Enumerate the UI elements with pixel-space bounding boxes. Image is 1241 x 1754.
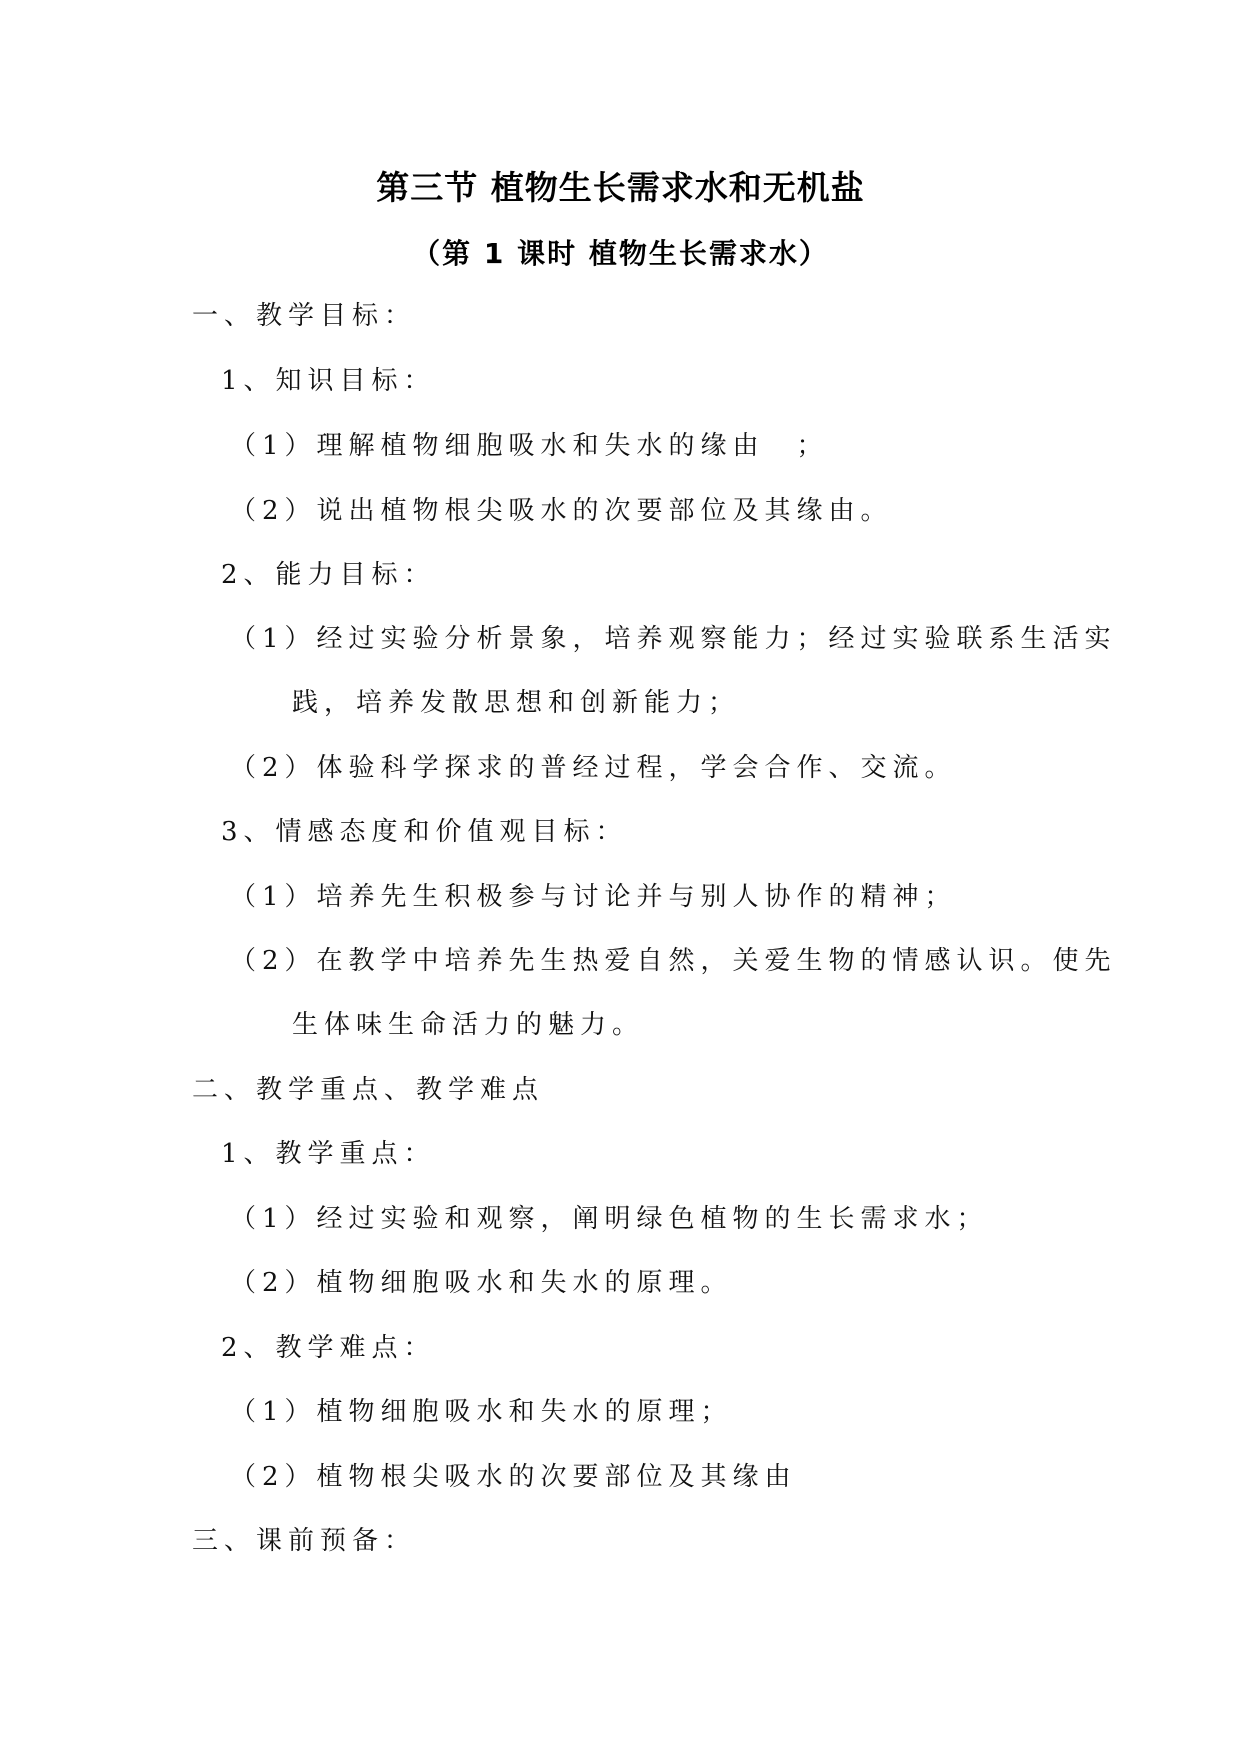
subheading-ability: 2、能力目标： — [221, 560, 436, 590]
list-item: （2）体验科学探求的普经过程，学会合作、交流。 — [230, 753, 957, 783]
section-heading-preparation: 三、课前预备： — [192, 1526, 417, 1556]
document-title: 第三节 植物生长需求水和无机盐 — [376, 168, 865, 207]
subheading-knowledge: 1、知识目标： — [221, 366, 436, 396]
list-item: （2）植物细胞吸水和失水的原理。 — [230, 1268, 733, 1298]
section-heading-objectives: 一、教学目标： — [192, 301, 417, 331]
list-item-continuation: 践，培养发散思想和创新能力； — [292, 688, 741, 718]
list-item: （1）经过实验分析景象，培养观察能力；经过实验联系生活实 — [230, 624, 1117, 654]
list-item: （1）植物细胞吸水和失水的原理； — [230, 1397, 733, 1427]
list-item: （2）在教学中培养先生热爱自然，关爱生物的情感认识。使先 — [230, 946, 1117, 976]
section-heading-key-points: 二、教学重点、教学难点 — [192, 1075, 545, 1105]
list-item: （2）说出植物根尖吸水的次要部位及其缘由。 — [230, 496, 893, 526]
list-item: （2）植物根尖吸水的次要部位及其缘由 — [230, 1462, 797, 1492]
subheading-key-points: 1、教学重点： — [221, 1139, 436, 1169]
list-item: （1）培养先生积极参与讨论并与别人协作的精神； — [230, 882, 957, 912]
list-item: （1）理解植物细胞吸水和失水的缘由 ； — [230, 431, 829, 461]
list-item-continuation: 生体味生命活力的魅力。 — [292, 1010, 645, 1040]
subheading-attitude: 3、情感态度和价值观目标： — [221, 817, 628, 847]
list-item: （1）经过实验和观察，阐明绿色植物的生长需求水； — [230, 1204, 989, 1234]
document-subtitle: （第 1 课时 植物生长需求水） — [412, 237, 829, 270]
subheading-difficulties: 2、教学难点： — [221, 1333, 436, 1363]
